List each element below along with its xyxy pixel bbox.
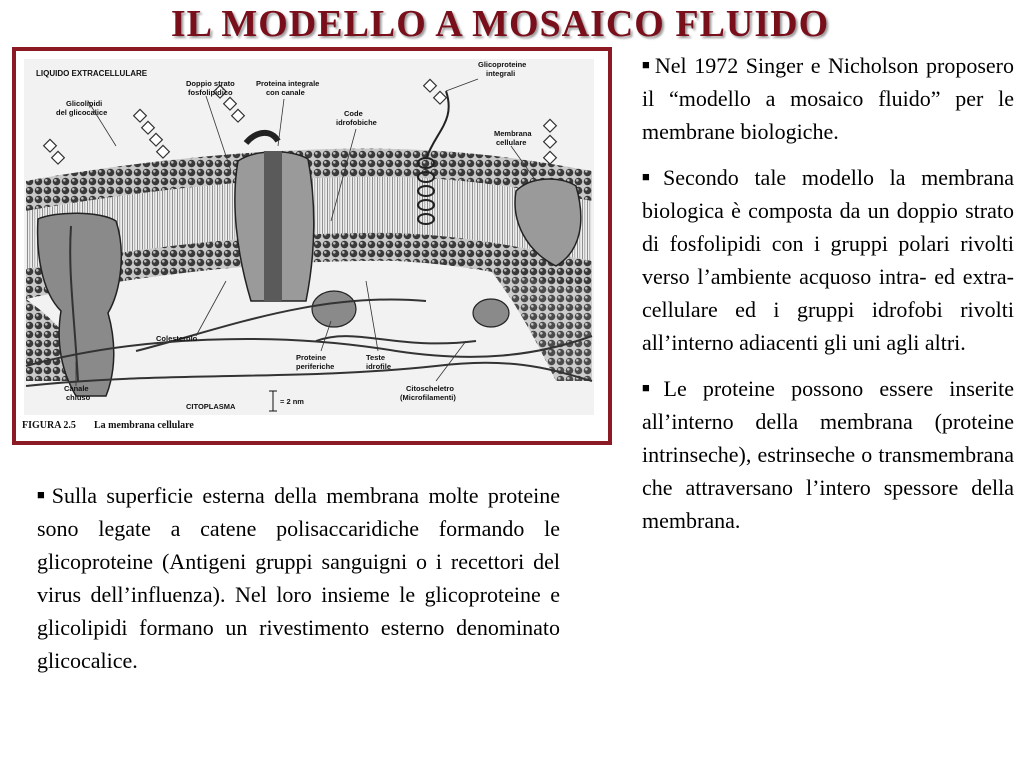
- label-bilayer: Doppio strato: [186, 79, 235, 88]
- bullet-icon: ■: [642, 57, 652, 72]
- label-hydrophobic-tails-2: idrofobiche: [336, 118, 377, 127]
- label-peripheral: Proteine: [296, 353, 327, 362]
- label-channel-protein: Proteina integrale: [256, 79, 320, 88]
- label-scale: = 2 nm: [280, 397, 304, 406]
- label-closed-channel: Canale: [64, 384, 89, 393]
- label-glycolipids: Glicolipidi: [66, 99, 103, 108]
- membrane-figure: [12, 47, 612, 445]
- left-text-column: [37, 478, 560, 689]
- label-peripheral-2: periferiche: [296, 362, 335, 371]
- label-hydrophobic-tails: Code: [344, 109, 363, 118]
- label-cholesterol: Colesterolo: [156, 334, 198, 343]
- label-closed-channel-2: chiuso: [66, 393, 91, 402]
- right-text-column: [642, 48, 1014, 549]
- label-membrane: Membrana: [494, 129, 532, 138]
- paragraph-singer-nicholson: ■ Nel 1972 Singer e Nicholson proposero il “modello a mosaico fluido” per le membrane biologiche.: [642, 53, 1014, 144]
- label-hydrophilic-heads-2: idrofile: [366, 362, 392, 371]
- label-bilayer-2: fosfolipidico: [188, 88, 233, 97]
- label-glycoproteins-2: integrali: [486, 69, 516, 78]
- label-glycoproteins: Glicoproteine: [478, 60, 527, 69]
- slide-title: IL MODELLO A MOSAICO FLUIDO: [170, 3, 830, 45]
- label-extracellular: LIQUIDO EXTRACELLULARE: [36, 69, 148, 78]
- label-cytoplasm: CITOPLASMA: [186, 402, 236, 411]
- label-channel-protein-2: con canale: [266, 88, 305, 97]
- label-cytoskeleton: Citoscheletro: [406, 384, 454, 393]
- bullet-icon: ■: [37, 487, 49, 502]
- figure-caption-number: FIGURA 2.5: [22, 420, 76, 431]
- membrane-diagram: [16, 51, 600, 433]
- paragraph-glycocalyx: ■ Sulla superficie esterna della membrana molte proteine sono legate a catene polisaccaridiche formando le glicoproteine (Antigeni gruppi sanguigni o i recettori del virus dell’influenza). Nel loro insieme le glicoproteine e glicolipidi formano un rivestimento esterno denominato glicocalice.: [37, 483, 561, 673]
- paragraph-proteins: ■ Le proteine possono essere inserite all’interno della membrana (proteine intrinseche), estrinseche o transmembrana che attraversano l’intero spessore della membrana.: [642, 376, 1014, 533]
- bullet-icon: ■: [642, 169, 661, 184]
- bullet-icon: ■: [642, 380, 661, 395]
- paragraph-bilayer: ■ Secondo tale modello la membrana biologica è composta da un doppio strato di fosfolipidi con i gruppi polari rivolti verso l’ambiente acquoso intra- ed extra-cellulare ed i gruppi idrofobi rivolti all’interno adiacenti gli uni agli altri.: [642, 165, 1014, 355]
- label-membrane-2: cellulare: [496, 138, 527, 147]
- label-glycolipids-2: del glicocalice: [56, 108, 108, 117]
- figure-caption-text: La membrana cellulare: [94, 420, 194, 431]
- label-cytoskeleton-2: (Microfilamenti): [400, 393, 456, 402]
- label-hydrophilic-heads: Teste: [366, 353, 386, 362]
